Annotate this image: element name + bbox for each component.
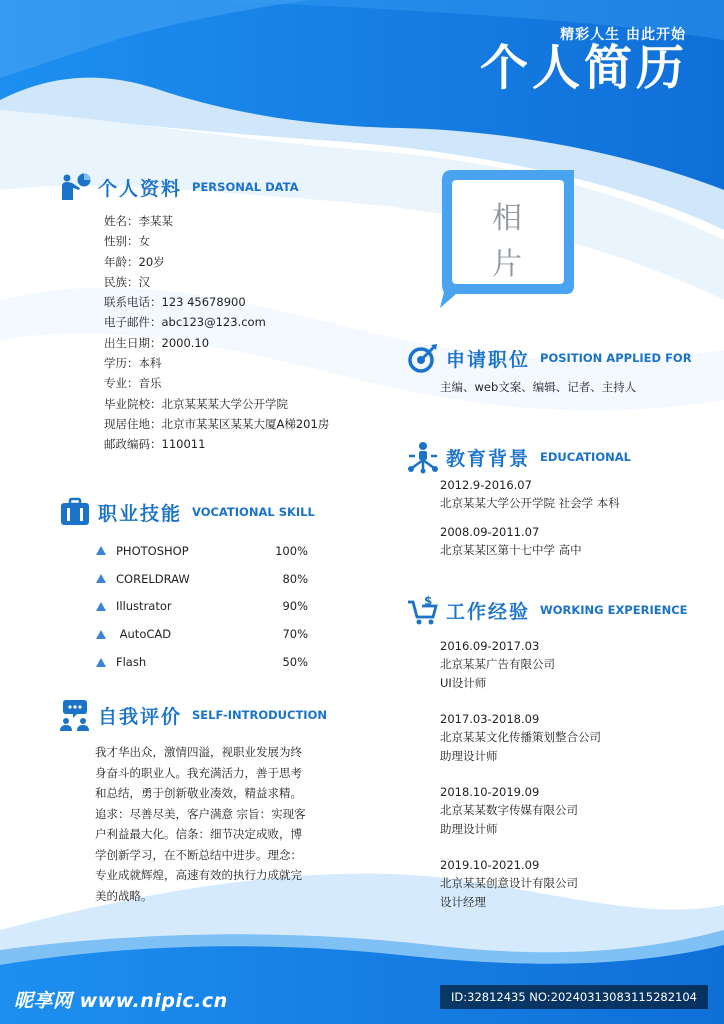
personal-data-title: 个人资料 <box>98 177 183 200</box>
work-title: 工作经验 <box>446 600 531 623</box>
work-date: 2019.10-2021.09 <box>440 858 540 872</box>
skill-name: PHOTOSHOP <box>116 543 189 558</box>
skills-list <box>96 537 308 676</box>
work-entry <box>440 856 578 911</box>
intro-line: 学创新学习，在不断总结中进步。理念： <box>95 847 302 862</box>
work-company: 北京某某广告有限公司 <box>440 657 555 672</box>
skill-row <box>96 537 308 565</box>
info-row: 毕业院校：北京某某某大学公开学院 <box>104 396 288 411</box>
photo-placeholder[interactable] <box>438 168 576 308</box>
info-row: 年龄：20岁 <box>104 254 165 269</box>
skill-row <box>96 648 308 676</box>
skills-title: 职业技能 <box>98 502 183 525</box>
triangle-bullet-icon <box>96 574 106 583</box>
work-entry <box>440 637 555 692</box>
work-entry <box>440 710 601 765</box>
header-tagline: 精彩人生 由此开始 <box>560 27 686 43</box>
work-role: 助理设计师 <box>440 821 498 836</box>
chat-people-icon <box>58 698 92 732</box>
intro-line: 户利益最大化。信条：细节决定成败，博 <box>95 827 302 841</box>
info-row: 姓名：李某某 <box>104 214 173 228</box>
skill-percent: 90% <box>282 599 308 614</box>
position-subtitle: POSITION APPLIED FOR <box>540 351 692 365</box>
triangle-bullet-icon <box>96 630 106 639</box>
personal-data-subtitle: PERSONAL DATA <box>192 180 299 194</box>
education-title: 教育背景 <box>446 447 531 470</box>
briefcase-icon <box>58 495 92 529</box>
skill-percent: 70% <box>282 627 308 642</box>
work-subtitle: WORKING EXPERIENCE <box>540 603 688 617</box>
skill-row <box>96 593 308 621</box>
work-date: 2018.10-2019.09 <box>440 785 540 799</box>
self-intro-title: 自我评价 <box>98 705 183 728</box>
triangle-bullet-icon <box>96 546 106 555</box>
education-detail: 北京某某大学公开学院 社会学 本科 <box>440 496 620 511</box>
position-text: 主编、web文案、编辑、记者、主持人 <box>440 380 637 394</box>
skill-name: Flash <box>116 655 147 670</box>
work-company: 北京某某创意设计有限公司 <box>440 876 578 891</box>
work-date: 2017.03-2018.09 <box>440 712 540 726</box>
intro-line: 身奋斗的职业人。我充满活力，善于思考 <box>95 765 302 780</box>
intro-line: 我才华出众，激情四溢，视职业发展为终 <box>95 745 302 759</box>
skills-heading <box>58 495 315 529</box>
education-date: 2012.9-2016.07 <box>440 478 532 492</box>
work-role: 设计经理 <box>440 894 486 909</box>
self-intro-subtitle: SELF-INTRODUCTION <box>192 708 327 722</box>
work-role: UI设计师 <box>440 675 487 690</box>
info-row: 民族：汉 <box>104 274 150 289</box>
self-intro-heading <box>58 698 327 732</box>
info-row: 联系电话：123 45678900 <box>104 295 246 310</box>
skill-row <box>96 565 308 593</box>
resume-title: 个人简历 <box>479 40 688 96</box>
skill-name: CORELDRAW <box>116 571 190 586</box>
education-entry <box>440 476 620 513</box>
position-title: 申请职位 <box>446 348 531 371</box>
image-id-bar: ID:32812435 NO:20240313083115282104 <box>440 985 708 1009</box>
target-icon <box>406 341 440 375</box>
work-company: 北京某某数字传媒有限公司 <box>440 803 578 818</box>
triangle-bullet-icon <box>96 602 106 611</box>
graduate-network-icon <box>406 440 440 474</box>
skill-percent: 50% <box>282 655 308 670</box>
svg-text:$: $ <box>424 594 433 608</box>
self-intro-text <box>95 742 331 906</box>
work-date: 2016.09-2017.03 <box>440 639 540 653</box>
skill-name: Illustrator <box>116 599 172 614</box>
education-date: 2008.09-2011.07 <box>440 525 540 539</box>
info-row: 出生日期：2000.10 <box>104 335 210 350</box>
education-subtitle: EDUCATIONAL <box>540 450 631 464</box>
info-row: 电子邮件：abc123@123.com <box>104 315 266 330</box>
skill-name: AutoCAD <box>116 627 172 642</box>
work-company: 北京某某文化传播策划整合公司 <box>440 730 601 745</box>
position-heading <box>406 341 692 375</box>
info-row: 专业：音乐 <box>104 376 162 391</box>
intro-line: 和总结，勇于创新敬业凑效，精益求精。 <box>95 786 302 800</box>
info-row: 性别：女 <box>104 234 150 249</box>
personal-info-list <box>104 211 329 455</box>
education-heading <box>406 440 631 474</box>
photo-label: 相片 <box>492 201 522 282</box>
site-watermark: 昵享网 www.nipic.cn <box>14 990 228 1012</box>
skill-percent: 100% <box>275 543 308 558</box>
work-heading <box>406 593 688 627</box>
intro-line: 专业成就辉煌，高速有效的执行力成就完 <box>95 868 302 882</box>
person-presentation-icon <box>58 170 92 204</box>
skill-percent: 80% <box>282 571 308 586</box>
work-role: 助理设计师 <box>440 748 498 763</box>
work-entry <box>440 783 578 838</box>
skill-row <box>96 620 308 648</box>
triangle-bullet-icon <box>96 658 106 667</box>
cart-dollar-icon <box>406 593 440 627</box>
education-entry <box>440 523 582 560</box>
education-detail: 北京某某区第十七中学 高中 <box>440 543 582 558</box>
skills-subtitle: VOCATIONAL SKILL <box>192 505 315 519</box>
intro-line: 追求：尽善尽美，客户满意 宗旨：实现客 <box>95 806 306 821</box>
personal-data-heading <box>58 170 298 204</box>
info-row: 学历：本科 <box>104 356 162 371</box>
info-row: 现居住地：北京市某某区某某大厦A梯201房 <box>104 416 330 431</box>
intro-line: 美的战略。 <box>95 888 153 903</box>
info-row: 邮政编码：110011 <box>104 437 206 452</box>
